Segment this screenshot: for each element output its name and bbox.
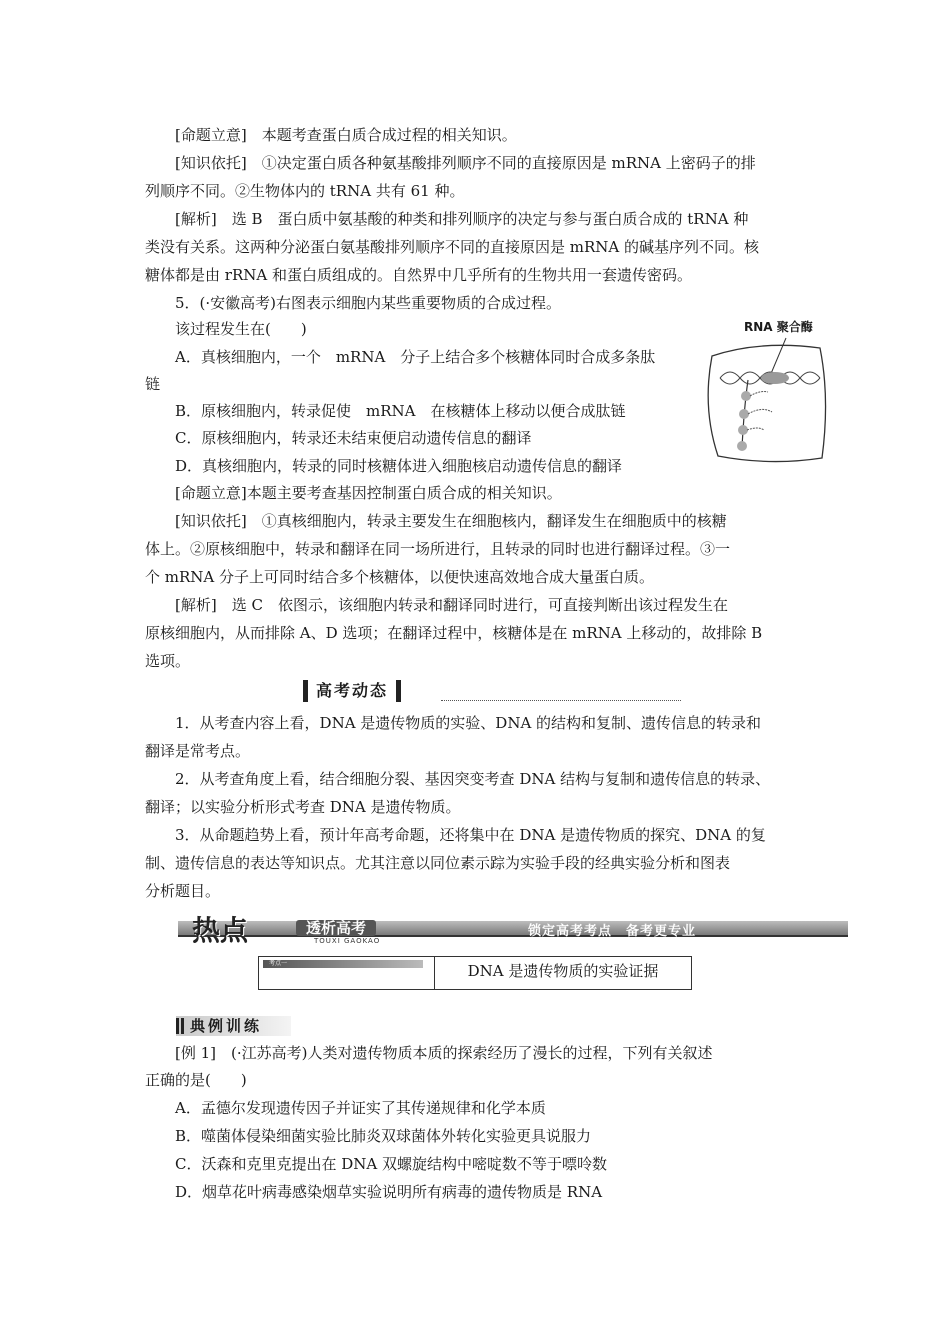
ex1-option-d: D．烟草花叶病毒感染烟草实验说明所有病毒的遗传物质是 RNA xyxy=(175,1183,603,1201)
q5-option-d: D．真核细胞内，转录的同时核糖体进入细胞核启动遗传信息的翻译 xyxy=(175,457,623,475)
dianli-xunlian-heading xyxy=(176,1016,291,1036)
q5-option-b: B．原核细胞内，转录促使 mRNA 在核糖体上移动以便合成肽链 xyxy=(175,402,626,420)
q5-zhishi-line3: 个 mRNA 分子上可同时结合多个核糖体，以便快速高效地合成大量蛋白质。 xyxy=(145,568,655,586)
q5-option-a-line2: 链 xyxy=(145,375,161,393)
q5-jiexi-line1: [解析] 选 C 依图示，该细胞内转录和翻译同时进行，可直接判断出该过程发生在 xyxy=(175,596,728,614)
gkdt-point1-line1: 1．从考查内容上看，DNA 是遗传物质的实验、DNA 的结构和复制、遗传信息的转录和 xyxy=(175,714,762,732)
q5-zhishi-line2: 体上。②原核细胞中，转录和翻译在同一场所进行，且转录的同时也进行翻译过程。③一 xyxy=(145,540,731,558)
redian-pinyin: TOUXI GAOKAO xyxy=(314,937,381,945)
kaodian-topic: DNA 是遗传物质的实验证据 xyxy=(467,962,659,980)
gkdt-point2-line1: 2．从考查角度上看，结合细胞分裂、基因突变考查 DNA 结构与复制和遗传信息的转录、 xyxy=(175,770,771,788)
kaodian-tag-text: 考点一 xyxy=(269,960,288,967)
redian-subtitle: 透析高考 xyxy=(296,920,376,936)
ex1-option-a: A．孟德尔发现遗传因子并证实了其传递规律和化学本质 xyxy=(175,1099,546,1117)
gaokao-dongtai-banner xyxy=(303,680,683,706)
redian-slogan: 锁定高考考点 备考更专业 xyxy=(528,924,697,939)
ex1-stem-line1: [例 1] (·江苏高考)人类对遗传物质本质的探索经历了漫长的过程，下列有关叙述 xyxy=(175,1044,713,1062)
q4-jiexi-line3: 糖体都是由 rRNA 和蛋白质组成的。自然界中几乎所有的生物共用一套遗传密码。 xyxy=(145,266,692,284)
q5-option-c: C．原核细胞内，转录还未结束便启动遗传信息的翻译 xyxy=(175,429,532,447)
ex1-option-c: C．沃森和克里克提出在 DNA 双螺旋结构中嘧啶数不等于嘌呤数 xyxy=(175,1155,607,1173)
q5-jiexi-line3: 选项。 xyxy=(145,652,191,670)
cell-transcription-figure xyxy=(700,318,835,468)
kaodian-table xyxy=(258,956,692,990)
q5-stem: 5．(·安徽高考)右图表示细胞内某些重要物质的合成过程。 xyxy=(175,294,562,312)
dianli-xunlian-title: 典例训练 xyxy=(190,1017,263,1035)
q5-option-a-line1: A．真核细胞内，一个 mRNA 分子上结合多个核糖体同时合成多条肽 xyxy=(175,348,656,366)
q4-mingti: [命题立意] 本题考查蛋白质合成过程的相关知识。 xyxy=(175,126,517,144)
q5-ask: 该过程发生在( ) xyxy=(175,320,307,338)
q5-zhishi-line1: [知识依托] ①真核细胞内，转录主要发生在细胞核内，翻译发生在细胞质中的核糖 xyxy=(175,512,727,530)
q4-zhishi-line2: 列顺序不同。②生物体内的 tRNA 共有 61 种。 xyxy=(145,182,465,200)
rna-polymerase-label: RNA 聚合酶 xyxy=(744,320,813,334)
gkdt-point3-line2: 制、遗传信息的表达等知识点。尤其注意以同位素示踪为实验手段的经典实验分析和图表 xyxy=(145,854,731,872)
gkdt-point3-line3: 分析题目。 xyxy=(145,882,221,900)
heading-bars xyxy=(176,1018,184,1034)
redian-title: 热点 xyxy=(192,914,249,947)
kaodian-tag-cell xyxy=(259,957,435,989)
banner-band xyxy=(178,921,848,937)
cell-diagram xyxy=(700,318,835,468)
banner-dotted-rule xyxy=(441,700,681,701)
q4-jiexi-line2: 类没有关系。这两种分泌蛋白氨基酸排列顺序不同的直接原因是 mRNA 的碱基序列不同。核 xyxy=(145,238,760,256)
gkdt-point2-line2: 翻译；以实验分析形式考查 DNA 是遗传物质。 xyxy=(145,798,461,816)
redian-banner xyxy=(178,913,848,947)
gkdt-point3-line1: 3．从命题趋势上看，预计年高考命题，还将集中在 DNA 是遗传物质的探究、DNA 的复 xyxy=(175,826,766,844)
q5-jiexi-line2: 原核细胞内，从而排除 A、D 选项；在翻译过程中，核糖体是在 mRNA 上移动的，故排除 B xyxy=(145,624,763,642)
q4-jiexi-line1: [解析] 选 B 蛋白质中氨基酸的种类和排列顺序的决定与参与蛋白质合成的 tRNA 种 xyxy=(175,210,749,228)
ex1-stem-line2: 正确的是( ) xyxy=(145,1071,247,1089)
q4-zhishi-line1: [知识依托] ①决定蛋白质各种氨基酸排列顺序不同的直接原因是 mRNA 上密码子的排 xyxy=(175,154,756,172)
ex1-option-b: B．噬菌体侵染细菌实验比肺炎双球菌体外转化实验更具说服力 xyxy=(175,1127,592,1145)
q5-mingti: [命题立意]本题主要考查基因控制蛋白质合成的相关知识。 xyxy=(175,484,562,502)
gkdt-point1-line2: 翻译是常考点。 xyxy=(145,742,251,760)
gaokao-dongtai-title: 高考动态 xyxy=(303,680,401,702)
